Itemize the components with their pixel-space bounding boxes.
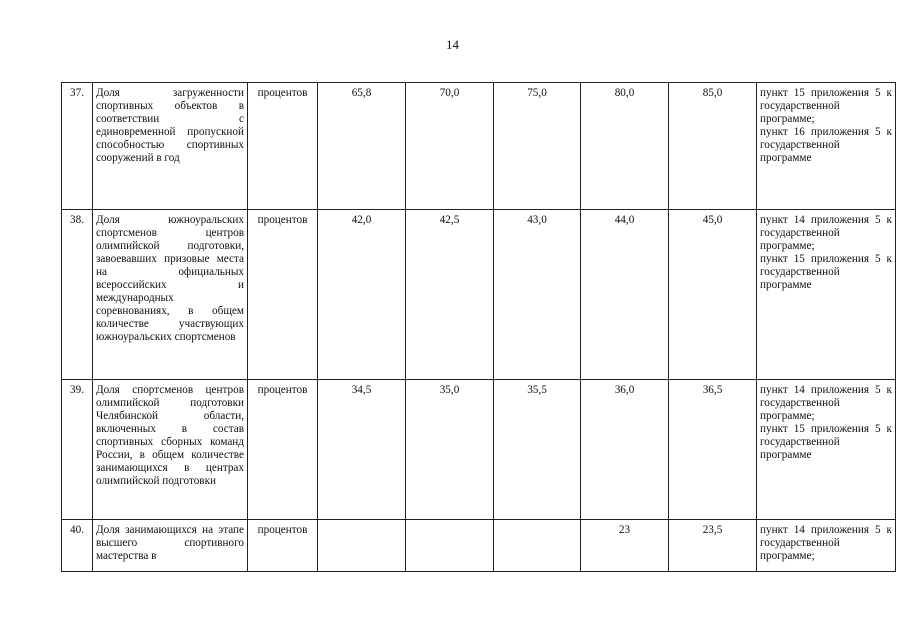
source-reference: пункт 14 приложения 5 к государственной программе; — [760, 524, 892, 562]
value-cell-year-2: 35,0 — [406, 380, 494, 520]
value-cell-year-1: 65,8 — [318, 83, 406, 210]
indicators-table — [61, 82, 896, 572]
row-number: 40. — [62, 520, 93, 572]
value-cell-year-4: 23 — [581, 520, 669, 572]
value-cell-year-2: 70,0 — [406, 83, 494, 210]
value-cell-year-3 — [494, 520, 581, 572]
unit-cell: процентов — [248, 520, 318, 572]
value-cell-year-5: 23,5 — [669, 520, 757, 572]
value-cell-year-2: 42,5 — [406, 210, 494, 380]
table-row — [62, 83, 896, 210]
indicator-description: Доля занимающихся на этапе высшего спортивного мастерства в — [93, 520, 248, 572]
value-cell-year-3: 75,0 — [494, 83, 581, 210]
value-cell-year-4: 80,0 — [581, 83, 669, 210]
value-cell-year-5: 36,5 — [669, 380, 757, 520]
row-number: 39. — [62, 380, 93, 520]
source-cell — [757, 210, 896, 380]
source-reference: пункт 15 приложения 5 к государственной программе — [760, 423, 892, 461]
value-cell-year-4: 44,0 — [581, 210, 669, 380]
unit-cell: процентов — [248, 380, 318, 520]
value-cell-year-2 — [406, 520, 494, 572]
value-cell-year-1 — [318, 520, 406, 572]
table-row — [62, 520, 896, 572]
unit-cell: процентов — [248, 210, 318, 380]
table-row — [62, 380, 896, 520]
value-cell-year-3: 35,5 — [494, 380, 581, 520]
value-cell-year-5: 85,0 — [669, 83, 757, 210]
value-cell-year-4: 36,0 — [581, 380, 669, 520]
indicator-description: Доля южноуральских спортсменов центров олимпийской подготовки, завоевавших призовые места на официальных всероссийских и международных соревнованиях, в общем количестве участвующих южноуральских спортсменов — [93, 210, 248, 380]
indicator-description: Доля спортсменов центров олимпийской подготовки Челябинской области, включенных в состав спортивных сборных команд России, в общем количестве занимающихся в центрах олимпийской подготовки — [93, 380, 248, 520]
source-reference: пункт 14 приложения 5 к государственной программе; — [760, 384, 892, 422]
row-number: 38. — [62, 210, 93, 380]
table-row — [62, 210, 896, 380]
source-reference: пункт 14 приложения 5 к государственной программе; — [760, 214, 892, 252]
value-cell-year-5: 45,0 — [669, 210, 757, 380]
unit-cell: процентов — [248, 83, 318, 210]
indicator-description: Доля загруженности спортивных объектов в соответствии с единовременной пропускной способностью спортивных сооружений в год — [93, 83, 248, 210]
value-cell-year-1: 42,0 — [318, 210, 406, 380]
page-number: 14 — [446, 37, 459, 52]
source-reference: пункт 15 приложения 5 к государственной программе; — [760, 87, 892, 125]
source-cell — [757, 83, 896, 210]
source-reference: пункт 15 приложения 5 к государственной программе — [760, 253, 892, 291]
source-cell — [757, 380, 896, 520]
value-cell-year-1: 34,5 — [318, 380, 406, 520]
row-number: 37. — [62, 83, 93, 210]
source-cell — [757, 520, 896, 572]
value-cell-year-3: 43,0 — [494, 210, 581, 380]
source-reference: пункт 16 приложения 5 к государственной программе — [760, 126, 892, 164]
